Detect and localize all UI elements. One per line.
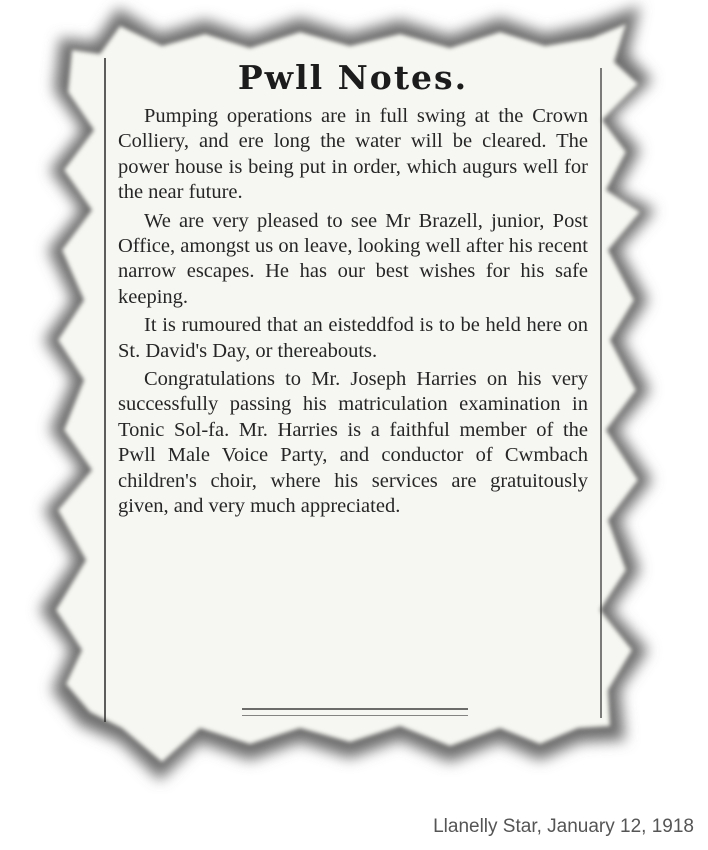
paragraph-harries: Congratulations to Mr. Joseph Harries on his very successfully passing his matriculation examination in Tonic Sol-fa. Mr. Harries is a faithful member of the Pwll Male Voice Party, and conductor of Cwmbach children's choir, where his services are gratuitously given, and very much appreciated. [118,368,588,518]
paragraph-colliery: Pumping operations are in full swing at the Crown Colliery, and ere long the water will be cleared. The power house is being put in order, which augurs well for the near future. [118,105,588,204]
source-caption: Llanelly Star, January 12, 1918 [433,816,694,837]
column-rule-right [600,68,602,718]
newspaper-clipping [104,58,602,722]
article-body [118,104,588,523]
end-rule [242,708,468,716]
article-headline: Pwll Notes. [237,58,469,97]
paragraph-eisteddfod: It is rumoured that an eisteddfod is to be held here on St. David's Day, or thereabouts. [118,314,588,362]
column-rule-left [104,58,106,722]
paragraph-brazell: We are very pleased to see Mr Brazell, junior, Post Office, amongst us on leave, looking well after his recent narrow escapes. He has our best wishes for his safe keeping. [118,209,588,308]
